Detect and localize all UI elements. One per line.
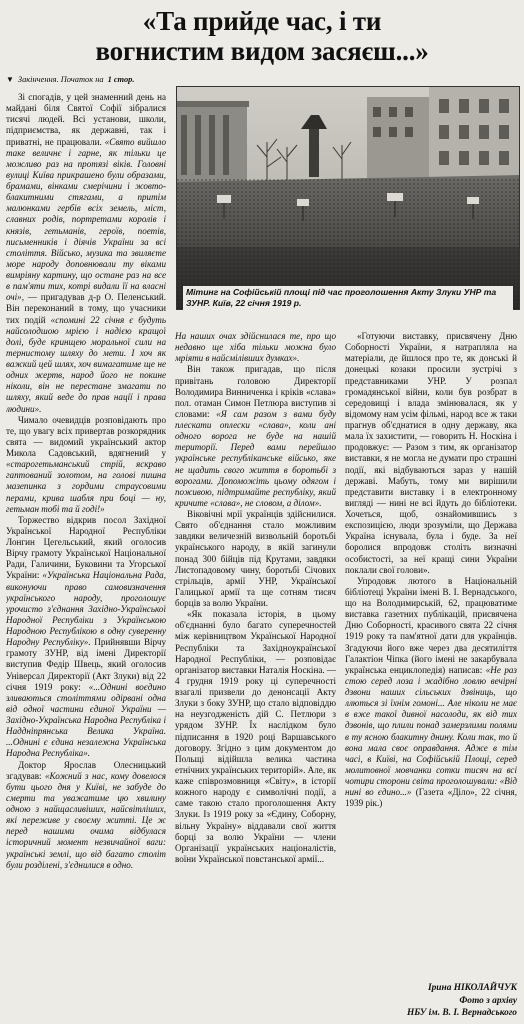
historical-photo <box>176 86 520 310</box>
rally-photo-illustration <box>177 87 519 309</box>
paragraph <box>6 515 166 760</box>
headline <box>8 6 516 66</box>
paragraph <box>175 364 336 509</box>
photo-caption: Мітинг на Софійській площі під час проголошення Акту Злуки УНР та ЗУНР. Київ, 22 січня 1919 р. <box>183 286 513 312</box>
text-run: Чимало очевидців розповідають про те, що увагу всіх привертав розкорядник свята — видомий український актор Микола Садовський, вдягнений у <box>6 414 166 458</box>
headline-line-1: «Та прийде час, і ти <box>142 6 382 36</box>
quote-run: «старогетьманський стрій, яскраво гаптований золотом, на голові пишна мазепинка з гордими страусовими перами, крива шабля при боці — ну, гетьман тобі та й годі!» <box>6 459 166 514</box>
quote-run: «Свято вийшло таке величнє і гарне, як тільки це можливо раз на протязі віків. Головні вулиці Київа прикрашено були образами, брамами, вінками смерічини і жовто-блакитними стягами, а притім малюнками гербів всіх земель, міст, славних родів, портретами королів і князів, гетьманів, героїв, поетів, письменників і діячів України за всі століття. Військо, музика та звиляєте море народу доповнювали ту віками вимріяну картину, що остане раз на все в пам'яти тих, котрі видали її на власні очі», <box>6 136 166 303</box>
byline <box>355 982 517 1020</box>
photo-credit: Фото з архіву <box>459 995 517 1006</box>
text-run: «Готуючи виставку, присвячену Дню Соборності України, я натрапляла на матеріали, де йшлося про те, як донські й донецькі козаки просили зустрічі з представниками УНР. У розпал громадянської війни, коли був розбрат в середовищі і влада змінювалася, як у відомому нам усім фільмі, народ все ж таки прагнув об'єднатися в одну державу, яка мала їх захистити, — говорить Н. Носкіна і продовжує: — Разом з тим, як організатор виставки, я не могла не думати про страшні події, які відбуваються зараз у нашій державі. Мабуть, тому ми вирішили представити виставку і в електронному вигляді — нині не всі йдуть до бібліотеки. Хочеться, щоб, ознайомившись з експозицією, люди зрозуміли, що Держава Україна існувала, була і буде. За неї боролися впродовж століть визначні особистості, за неї кращі сини України поклали свої голови». <box>345 331 517 575</box>
paragraph <box>6 92 166 415</box>
continuation-note <box>6 72 256 86</box>
paragraph <box>175 609 336 865</box>
triangle-down-icon: ▼ <box>6 74 14 84</box>
text-run: (Газета «Діло», 22 січня, 1939 рік.) <box>345 787 517 809</box>
quote-run: «...Однині воєдино зливаються століттями одірвані одна від одної частини єдиної України — Західно-Українська Народна Республіка і Наддніпрянська Велика Україна. ...Однині є єдина незалежна Українська Народна Республіка». <box>6 681 166 759</box>
quote-run: «Українська Національна Рада, виконуючи право самовизначення українського народу, проголошує урочисто з'єднання Західно-Української Народної Республіки з Українською Народною Республікою в одну суверенну Народну Республіку». <box>6 570 166 648</box>
paragraph <box>345 331 517 576</box>
headline-line-2: вогнистим видом засяєш...» <box>95 36 429 66</box>
text-run: Віковічні мрії українців здійснилися. Свято об'єднання стало можливим завдяки величезній визвольній боротьбі українського народу, в якій загинули понад 300 бійців під Крутами, завдяки Листопадовому чину, боротьбі Січових стрільців, армії УНР, Української Галицької армії та ще сотням тисяч борців за волю України. <box>175 509 336 608</box>
text-run: — пригадував д-р О. Пеленський. Він переконаний в тому, що учасники тих подій <box>6 292 166 325</box>
text-run: Він також пригадав, що після привітань головою Директорії Володимира Винниченка і кріків «слава» пол. отаман Симон Петлюра виступив зі словами: <box>175 364 336 419</box>
quote-run: «спомині 22 січня є будуть найсолодшою мрією і надією кращої долі, буде кринщею моральної сили на тернистому шляху до мети. І хоч як важкий цей шлях, хоч вимагатиме ще не одних жертв, народ його не покине ніколи, він не перестане змагати по шляху, який веде до прав нації і права людини». <box>6 314 166 414</box>
text-run: Доктор Ярослав Олесницький згадував: <box>6 759 166 781</box>
continuation-page: 1 стор. <box>107 74 135 84</box>
article-column-1 <box>6 92 166 1020</box>
quote-run: «Не раз стою серед лоза і жадібно ловлю вечірні дзвони наших сільських дзвіниць, що ллються зі їхнім гомоні... Але ніколи не має в вже такої дивної насолоди, як від тих дзвонів, що плили понад замерзлими полями в ту ясною блакитну днину. Коли так, то й вона мала своє оправдання. Адже в тім часі, в Київі, на Софійській Площі, серед молитовної мовчанки сотки тисяч на всі чотири сторони світа проголошували: «Від нині во єдино...» <box>345 664 517 798</box>
paragraph <box>345 576 517 810</box>
quote-run: На наших очах здійснилася те, про що недавно ще хіба тільки можна було мріяти в найсмілівших думках». <box>175 331 336 364</box>
paragraph <box>175 331 336 364</box>
text-run: Упродовж лютого в Національній бібліотеці України імені В. І. Вернадського, що на Володимирській, 62, працюватиме виставка газетних публікацій, присвячена Дню Соборності, красивого свята 22 січня 1919 року та пам'ятної дати для українців. Згадуючи його вже через два десятиліття Галактіон Чіпка (його імені не закарбувала українська енциклопедія) написав: <box>345 575 517 675</box>
text-run: «Як показала історія, в цьому об'єднанні було багато суперечностей між керівництвом Української Народної Республіки та Західноукраїнської Народної Республіки, — розповідає організатор виставки Наталія Носкіна. — 4 грудня 1919 року ці суперечності взагалі призвели до денонсації Акту Злуки з боку ЗУНР, що стало відповіддю на неузгодженість дій С. Петлюри з урядом ЗУНР. Їх наслідком було підписання в 1920 році Варшавського договору. Згідно з цим документом до Польщі відійшла велика частина етнічних українських територій». Але, як каже співрозмовниця «Світу», в історії кожного народу є символічні події, а саме такою стало проголошення Акту Злуки. Із 1919 року за «Єдину, Соборну, вільну Україну» віддавали свої життя борці за волю України — члени Організації українських націоналістів, воїни Української повстанської армії... <box>175 609 336 864</box>
quote-run: «Я сам разом з вами буду плескати оплески «слава», коли ані одного ворога не буде на нашій території. Перед вами перейшло українське республіканське військо, яке не щадить свого життя в боротьбі з ворогами. Допоможіть цьому одягом і поживою, підтримайте республіку, який кричите «слава», не словом, а ділом». <box>175 408 336 508</box>
continuation-text: Закінчення. Початок на <box>17 74 104 84</box>
article-column-2 <box>175 331 336 1021</box>
article-column-3 <box>345 331 517 951</box>
text-run: Прийнявши Вірчу грамоту ЗУНР, від імені Директорії виступив Федір Швець, який оголосив Універсал Директорії (Акт Злуки) від 22 січня 1919 року: <box>6 637 166 692</box>
archive-credit: НБУ ім. В. І. Вернадського <box>406 1008 517 1018</box>
paragraph <box>6 760 166 871</box>
quote-run: «Кожний з нас, кому довелося бути цього дня у Київі, не забуде до смерти та уважатиме цю хвилину одною з найщасливіших, найсвітліших, які переживе у своєму житті. Це ж перед нашими очима відбулася історичний момент незвичайної ваги: українські землі, що від багато століт були розділені, з'єднилися в одно. <box>6 770 166 870</box>
paragraph <box>175 509 336 609</box>
text-run: Торжество відкрив посол Західної Української Народної Республіки Лонгин Цегельський, який оголосив Вірчу грамоту Української Національної Ради, Галичини, Буковини та Угорської України: <box>6 514 166 581</box>
paragraph <box>6 415 166 515</box>
author-name: Ірина НІКОЛАЙЧУК <box>427 983 517 993</box>
text-run: Зі спогадів, у цей знаменний день на майдані біля Святої Софії зібралися тисячі людей. Всі установи, школи, підприємства, як державні, так і приватні, не працювали. <box>6 92 166 147</box>
